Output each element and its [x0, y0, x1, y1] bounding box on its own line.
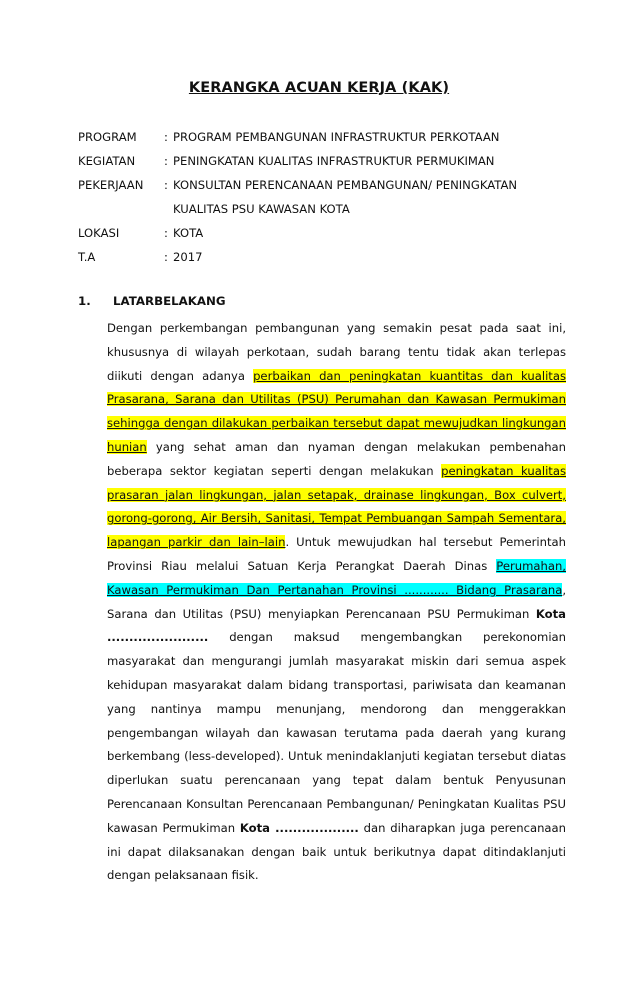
- info-colon: :: [164, 250, 168, 264]
- paragraph-run: dengan maksud mengembangkan perekonomian masyarakat dan mengurangi jumlah masyarakat miskin dari semua aspek kehidupan masyarakat dalam bidang transportasi, pariwisata dan keamanan yang nantinya mampu menunjang, mendorong dan menggerakkan pengembangan wilayah dan kawasan terutama pada daerah yang kurang berkembang (less-developed). Untuk menindaklanjuti kegiatan tersebut diatas diperlukan suatu perencanaan yang tepat dalam bentuk Penyusunan Perencanaan Konsultan Perencanaan Pembangunan/ Peningkatan Kualitas PSU kawasan Permukiman: [107, 630, 566, 835]
- paragraph-run: yang sehat aman dan nyaman dengan melakukan pembenahan beberapa sektor kegiatan seperti dengan melakukan: [107, 439, 566, 478]
- section-title: LATARBELAKANG: [113, 294, 226, 308]
- info-value: PROGRAM PEMBANGUNAN INFRASTRUKTUR PERKOTAAN: [173, 130, 500, 144]
- info-value: KOTA: [173, 226, 204, 240]
- info-value: KONSULTAN PERENCANAAN PEMBANGUNAN/ PENINGKATAN: [173, 178, 518, 192]
- info-value: PENINGKATAN KUALITAS INFRASTRUKTUR PERMUKIMAN: [173, 154, 495, 168]
- paragraph-run: Dengan perkembangan pembangunan yang semakin pesat pada saat ini, khususnya di wilayah perkotaan, sudah barang tentu tidak akan terlepas diikuti dengan adanya: [107, 321, 566, 383]
- info-value: 2017: [173, 250, 203, 264]
- bold-run: Kota .......................: [107, 606, 566, 645]
- paragraph-run: , Sarana dan Utilitas (PSU) menyiapkan Perencanaan PSU Permukiman: [107, 582, 566, 621]
- info-label: PEKERJAAN: [78, 178, 144, 192]
- highlighted-run: peningkatan kualitas prasaran jalan lingkungan, jalan setapak, drainase lingkungan, Box culvert, gorong-gorong, Air Bersih, Sanitasi, Tempat Pembuangan Sampah Sementara, lapangan parkir dan lain–lain: [107, 463, 566, 550]
- highlighted-run-cyan: Perumahan, Kawasan Permukiman Dan Pertanahan Provinsi ............ Bidang Prasarana: [107, 558, 566, 597]
- info-label: LOKASI: [78, 226, 120, 240]
- paragraph-run: dan diharapkan juga perencanaan ini dapat dilaksanakan dengan baik untuk berikutnya dapat ditindaklanjuti dengan pelaksanaan fisik.: [107, 820, 566, 883]
- bold-run: Kota ...................: [239, 820, 359, 835]
- info-label: KEGIATAN: [78, 154, 136, 168]
- section-paragraph: [107, 317, 566, 888]
- section-number: 1.: [78, 294, 91, 308]
- highlighted-run: perbaikan dan peningkatan kuantitas dan kualitas Prasarana, Sarana dan Utilitas (PSU) Perumahan dan Kawasan Permukiman sehingga dengan dilakukan perbaikan tersebut dapat mewujudkan lingkungan hunian: [107, 368, 566, 454]
- info-value-continued: KUALITAS PSU KAWASAN KOTA: [173, 202, 350, 216]
- info-colon: :: [164, 226, 168, 240]
- info-colon: :: [164, 130, 168, 144]
- info-label: PROGRAM: [78, 130, 137, 144]
- info-colon: :: [164, 154, 168, 168]
- info-colon: :: [164, 178, 168, 192]
- document-title: KERANGKA ACUAN KERJA (KAK): [188, 80, 450, 96]
- info-label: T.A: [78, 250, 96, 264]
- paragraph-run: . Untuk mewujudkan hal tersebut Pemerintah Provinsi Riau melalui Satuan Kerja Perangkat Daerah Dinas: [107, 535, 566, 573]
